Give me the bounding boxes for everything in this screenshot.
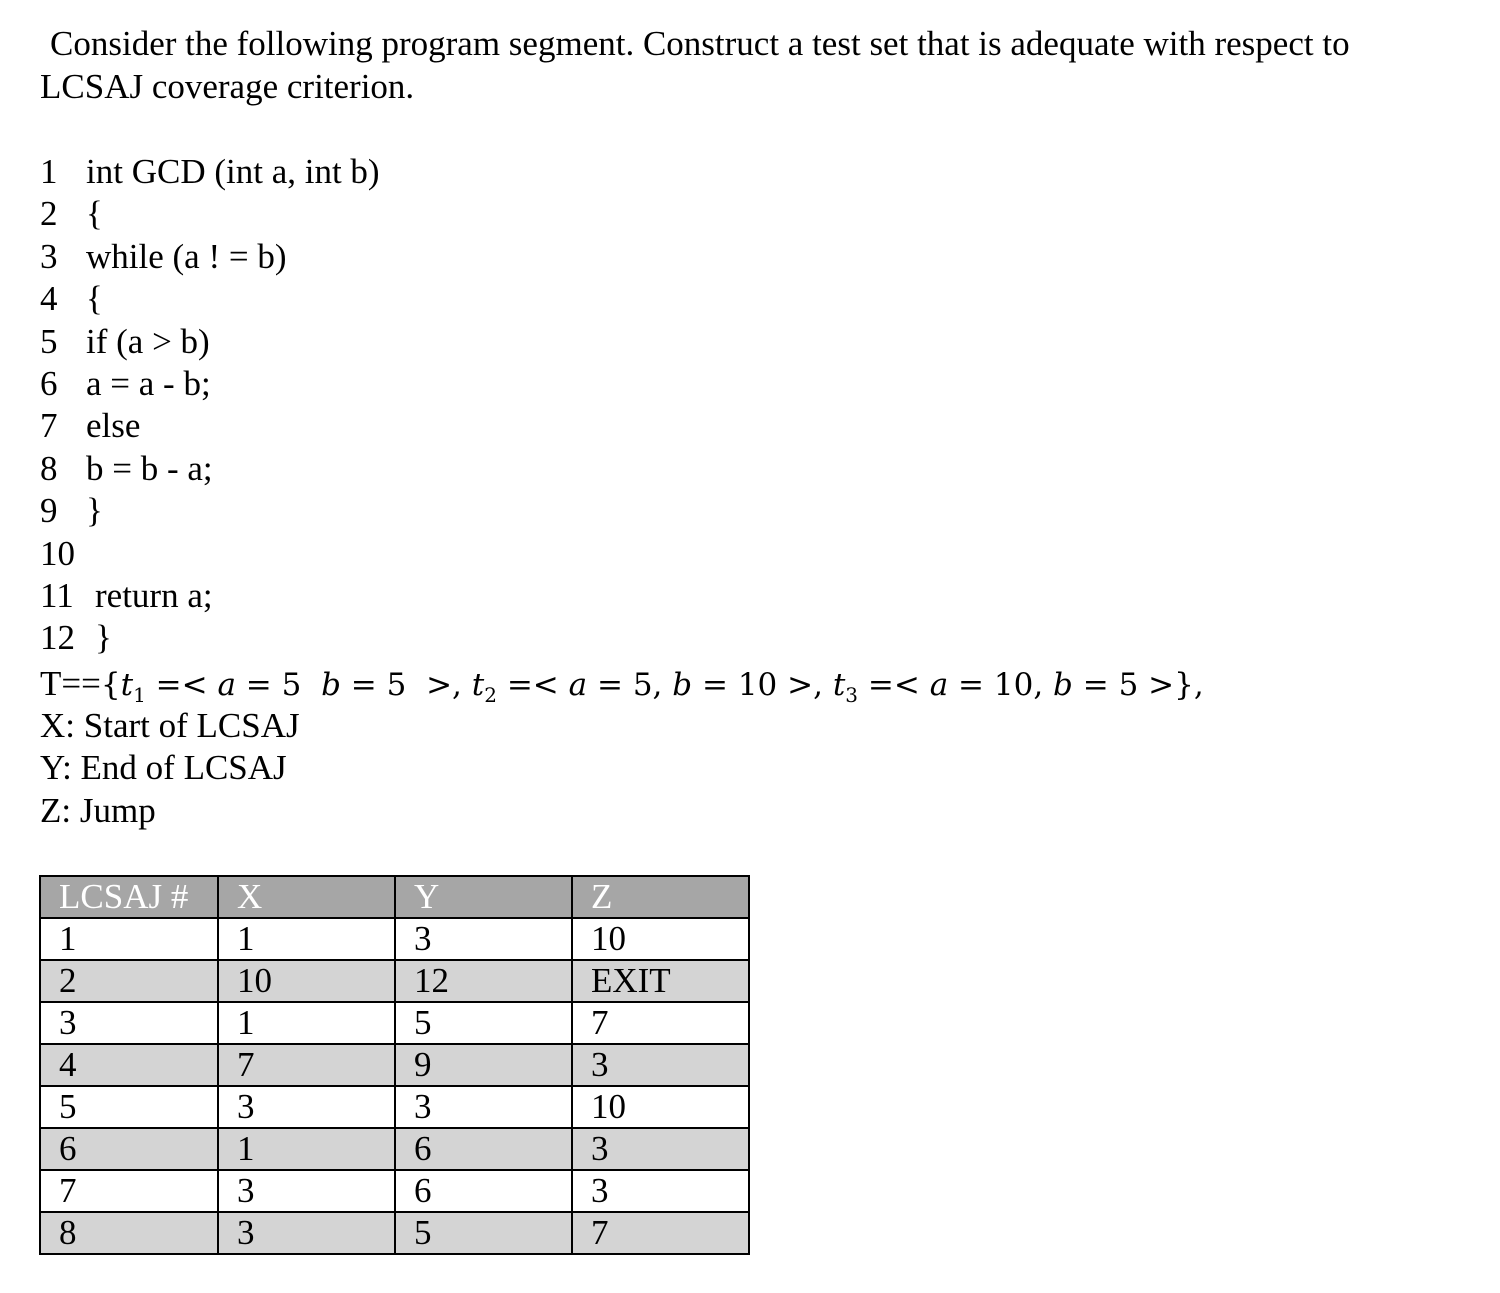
- lcsaj-table: [39, 875, 750, 1255]
- t2-a: 5: [632, 667, 653, 703]
- legend-z: Z: Jump: [40, 790, 156, 830]
- column-header: X: [218, 876, 395, 918]
- legend-x: X: Start of LCSAJ: [40, 706, 300, 745]
- table-cell: 12: [395, 960, 572, 1002]
- code-text: if (a > b): [86, 321, 210, 361]
- table-cell: 1: [40, 918, 218, 960]
- t1-a: 5: [281, 667, 302, 703]
- line-number: 2: [40, 194, 58, 234]
- table-cell: 6: [40, 1128, 218, 1170]
- question-text: [40, 22, 1460, 108]
- table-row: [40, 1044, 749, 1086]
- table-cell: 6: [395, 1128, 572, 1170]
- code-text: }: [95, 618, 112, 658]
- table-cell: 9: [395, 1044, 572, 1086]
- line-number: 7: [40, 406, 58, 446]
- code-line: [40, 405, 380, 447]
- column-header: Z: [572, 876, 749, 918]
- table-cell: 3: [395, 1086, 572, 1128]
- table-row: [40, 960, 749, 1002]
- table-cell: 5: [395, 1002, 572, 1044]
- table-cell: 5: [395, 1212, 572, 1254]
- code-text: while (a ! = b): [86, 236, 287, 276]
- question-line-1: Consider the following program segment. Construct a test set that is adequate with respect to: [50, 24, 1350, 63]
- table-cell: 5: [40, 1086, 218, 1128]
- t3-a: 10: [993, 667, 1034, 703]
- code-text: b = b - a;: [86, 448, 213, 488]
- table-cell: 3: [395, 918, 572, 960]
- table-row: [40, 1170, 749, 1212]
- t3-b: 5: [1118, 667, 1139, 703]
- line-number: 9: [40, 491, 58, 531]
- table-cell: 3: [572, 1128, 749, 1170]
- test-set: $T==\{t_1 =< a = 5$ b = 5 >, $t_2 =< a = 5$, b = 10 >, $t_3 =< a = 10$, b = 5 >},: [40, 664, 1204, 707]
- table-cell: 8: [40, 1212, 218, 1254]
- line-number: 11: [40, 576, 74, 616]
- code-text: {: [86, 194, 103, 234]
- table-cell: 10: [218, 960, 395, 1002]
- table-header-row: [40, 876, 749, 918]
- table-cell: 3: [572, 1170, 749, 1212]
- column-header: Y: [395, 876, 572, 918]
- code-line: [40, 617, 380, 659]
- table-cell: EXIT: [572, 960, 749, 1002]
- table-cell: 10: [572, 1086, 749, 1128]
- column-header: LCSAJ #: [40, 876, 218, 918]
- code-text: }: [86, 491, 103, 531]
- legend-y: Y: End of LCSAJ: [40, 748, 287, 788]
- table-cell: 7: [572, 1212, 749, 1254]
- table-cell: 3: [40, 1002, 218, 1044]
- table-cell: 6: [395, 1170, 572, 1212]
- table-cell: 1: [218, 1128, 395, 1170]
- code-line: [40, 363, 380, 405]
- code-text: a = a - b;: [86, 364, 211, 404]
- code-line: [40, 278, 380, 320]
- table-cell: 7: [218, 1044, 395, 1086]
- line-number: 6: [40, 364, 58, 404]
- line-number: 5: [40, 321, 58, 361]
- code-line: [40, 490, 380, 532]
- line-number: 12: [40, 618, 75, 658]
- table-cell: 2: [40, 960, 218, 1002]
- table-cell: 7: [40, 1170, 218, 1212]
- code-line: [40, 533, 380, 575]
- code-line: [40, 448, 380, 490]
- code-listing: [40, 151, 380, 660]
- table-cell: 3: [218, 1212, 395, 1254]
- table-cell: 7: [572, 1002, 749, 1044]
- code-text: return a;: [95, 576, 213, 616]
- table-cell: 1: [218, 1002, 395, 1044]
- code-text: {: [86, 279, 103, 319]
- table-row: [40, 1128, 749, 1170]
- table-row: [40, 918, 749, 960]
- line-number: 10: [40, 533, 75, 573]
- code-line: [40, 575, 380, 617]
- line-number: 8: [40, 448, 58, 488]
- code-line: [40, 151, 380, 193]
- code-line: [40, 236, 380, 278]
- table-cell: 3: [218, 1170, 395, 1212]
- table-row: [40, 1086, 749, 1128]
- table-row: [40, 1212, 749, 1254]
- t1-b: 5: [386, 667, 407, 703]
- table-cell: 3: [572, 1044, 749, 1086]
- line-number: 1: [40, 152, 58, 191]
- table-row: [40, 1002, 749, 1044]
- t2-b: 10: [737, 667, 778, 703]
- line-number: 3: [40, 236, 58, 276]
- line-number: 4: [40, 279, 58, 319]
- test-set-prefix: T==: [40, 664, 101, 703]
- code-line: [40, 193, 380, 235]
- legend: [40, 705, 300, 832]
- code-text: int GCD (int a, int b): [86, 152, 380, 191]
- code-text: else: [86, 406, 141, 446]
- question-line-2: LCSAJ coverage criterion.: [40, 67, 415, 106]
- code-line: [40, 321, 380, 363]
- table-cell: 3: [218, 1086, 395, 1128]
- table-cell: 10: [572, 918, 749, 960]
- table-cell: 4: [40, 1044, 218, 1086]
- table-cell: 1: [218, 918, 395, 960]
